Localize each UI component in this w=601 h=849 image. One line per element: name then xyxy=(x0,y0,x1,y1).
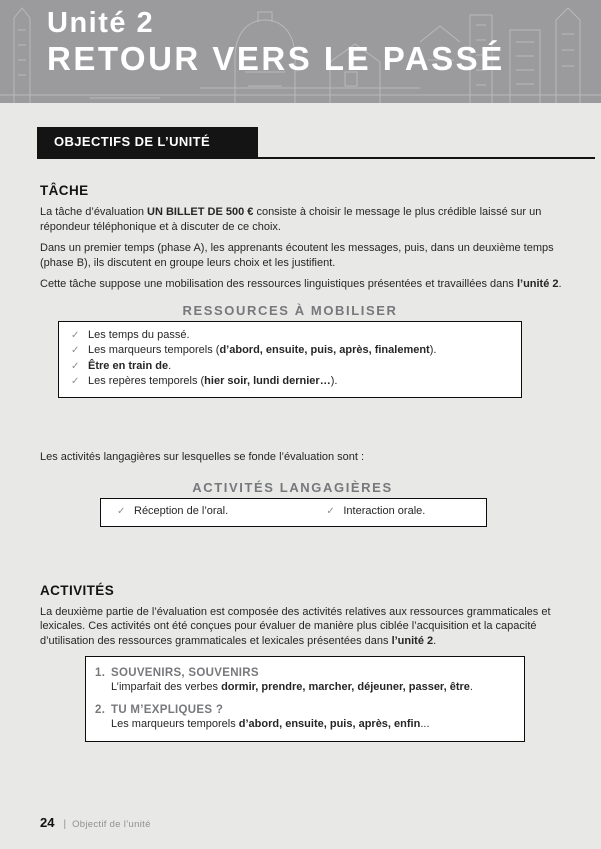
exercise-number: 2. xyxy=(95,703,106,716)
text-run: L’imparfait des verbes xyxy=(111,681,222,693)
exercise-header xyxy=(95,703,513,717)
page-footer xyxy=(40,815,151,830)
unit-title: RETOUR VERS LE PASSÉ xyxy=(47,40,505,77)
footer-label: Objectif de l’unité xyxy=(72,819,151,830)
ressource-item xyxy=(68,343,511,359)
ressource-item xyxy=(68,359,511,375)
langagiere-item-label: Interaction orale. xyxy=(343,505,426,517)
check-icon: ✓ xyxy=(71,345,80,356)
header-banner xyxy=(0,0,601,103)
ressource-item-label xyxy=(88,328,190,344)
exercise-description xyxy=(111,717,513,732)
text-run-bold: d’abord, ensuite, puis, après, enfin xyxy=(238,717,421,730)
badge-rule xyxy=(37,127,595,159)
activites-langagieres-heading: ACTIVITÉS LANGAGIÈRES xyxy=(192,480,393,495)
text-run: La tâche d’évaluation xyxy=(40,206,148,218)
ressource-item-label xyxy=(88,359,171,375)
text-run: Les marqueurs temporels ( xyxy=(88,344,220,356)
check-icon: ✓ xyxy=(71,376,80,387)
check-icon: ✓ xyxy=(326,506,335,517)
objectives-badge: OBJECTIFS DE L’UNITÉ xyxy=(37,127,258,157)
text-run-bold: dormir, prendre, marcher, déjeuner, passer, être xyxy=(221,681,470,693)
langagiere-item-label: Réception de l’oral. xyxy=(134,505,229,517)
text-run: Les temps du passé. xyxy=(88,328,190,341)
text-run: ... xyxy=(420,717,430,730)
text-run: . xyxy=(168,359,172,372)
unit-header xyxy=(47,7,505,77)
check-icon: ✓ xyxy=(117,506,126,517)
text-run: ). xyxy=(330,375,338,387)
ressource-item-label xyxy=(88,374,337,390)
text-run: . xyxy=(433,634,437,647)
check-icon: ✓ xyxy=(71,329,80,341)
exercise-header xyxy=(95,666,513,680)
activites-heading: ACTIVITÉS xyxy=(40,582,115,598)
exercise-item xyxy=(95,666,513,695)
exercise-title: TU M’EXPLIQUES ? xyxy=(111,703,224,716)
text-run-bold: UN BILLET DE 500 € xyxy=(147,206,254,218)
text-run-bold: Être en train de xyxy=(88,359,169,372)
activites-langagieres-intro: Les activités langagières sur lesquelles se fonde l’évaluation sont : xyxy=(40,450,365,463)
text-run: . xyxy=(469,681,473,693)
exercise-item xyxy=(95,703,513,732)
langagiere-item xyxy=(114,504,323,520)
ressource-item xyxy=(68,374,511,390)
activites-paragraph xyxy=(40,605,563,649)
text-run: Les repères temporels ( xyxy=(88,375,205,387)
unit-number: Unité 2 xyxy=(47,7,155,39)
langagiere-item xyxy=(323,504,425,520)
text-run: . xyxy=(558,278,562,290)
text-run: Cette tâche suppose une mobilisation des ressources linguistiques présentées et travaillées dans xyxy=(40,278,517,290)
exercise-description xyxy=(111,680,513,695)
activites-langagieres-box xyxy=(100,498,487,527)
footer-separator: | xyxy=(63,819,67,830)
exercise-number: 1. xyxy=(95,667,106,679)
text-run-bold: hier soir, lundi dernier… xyxy=(204,375,331,387)
text-run-bold: l’unité 2 xyxy=(516,278,559,290)
ressources-box xyxy=(58,321,522,398)
check-icon: ✓ xyxy=(71,360,80,372)
ressources-heading: RESSOURCES À MOBILISER xyxy=(182,302,398,318)
text-run-bold: d’abord, ensuite, puis, après, finalement xyxy=(219,344,430,356)
ressource-item-label xyxy=(88,343,436,359)
tache-paragraph-1 xyxy=(40,205,563,234)
text-run: ). xyxy=(429,344,437,356)
text-run: Les marqueurs temporels xyxy=(111,717,239,730)
tache-paragraph-2: Dans un premier temps (phase A), les apprenants écoutent les messages, puis, dans un deuxième temps (phase B), ils discutent en groupe leurs choix et les justifient. xyxy=(40,242,554,269)
text-run: consiste à choisir le message le plus crédible laissé sur un répondeur téléphonique et à discuter de ce choix. xyxy=(40,206,542,233)
exercises-box xyxy=(85,656,525,742)
tache-heading: TÂCHE xyxy=(40,183,89,198)
tache-paragraph-3 xyxy=(40,277,563,292)
text-run-bold: l’unité 2 xyxy=(391,634,434,647)
ressource-item xyxy=(68,328,511,344)
text-run: La deuxième partie de l’évaluation est composée des activités relatives aux ressources grammaticales et lexicales. Ces activités ont été conçues pour évaluer de manière plus ciblée l’acquisition et la capacité d’utilisation des ressources grammaticales et lexicales présentées dans xyxy=(40,605,551,647)
page-number: 24 xyxy=(40,815,55,830)
page-content xyxy=(0,183,601,742)
exercise-title: SOUVENIRS, SOUVENIRS xyxy=(111,667,259,679)
